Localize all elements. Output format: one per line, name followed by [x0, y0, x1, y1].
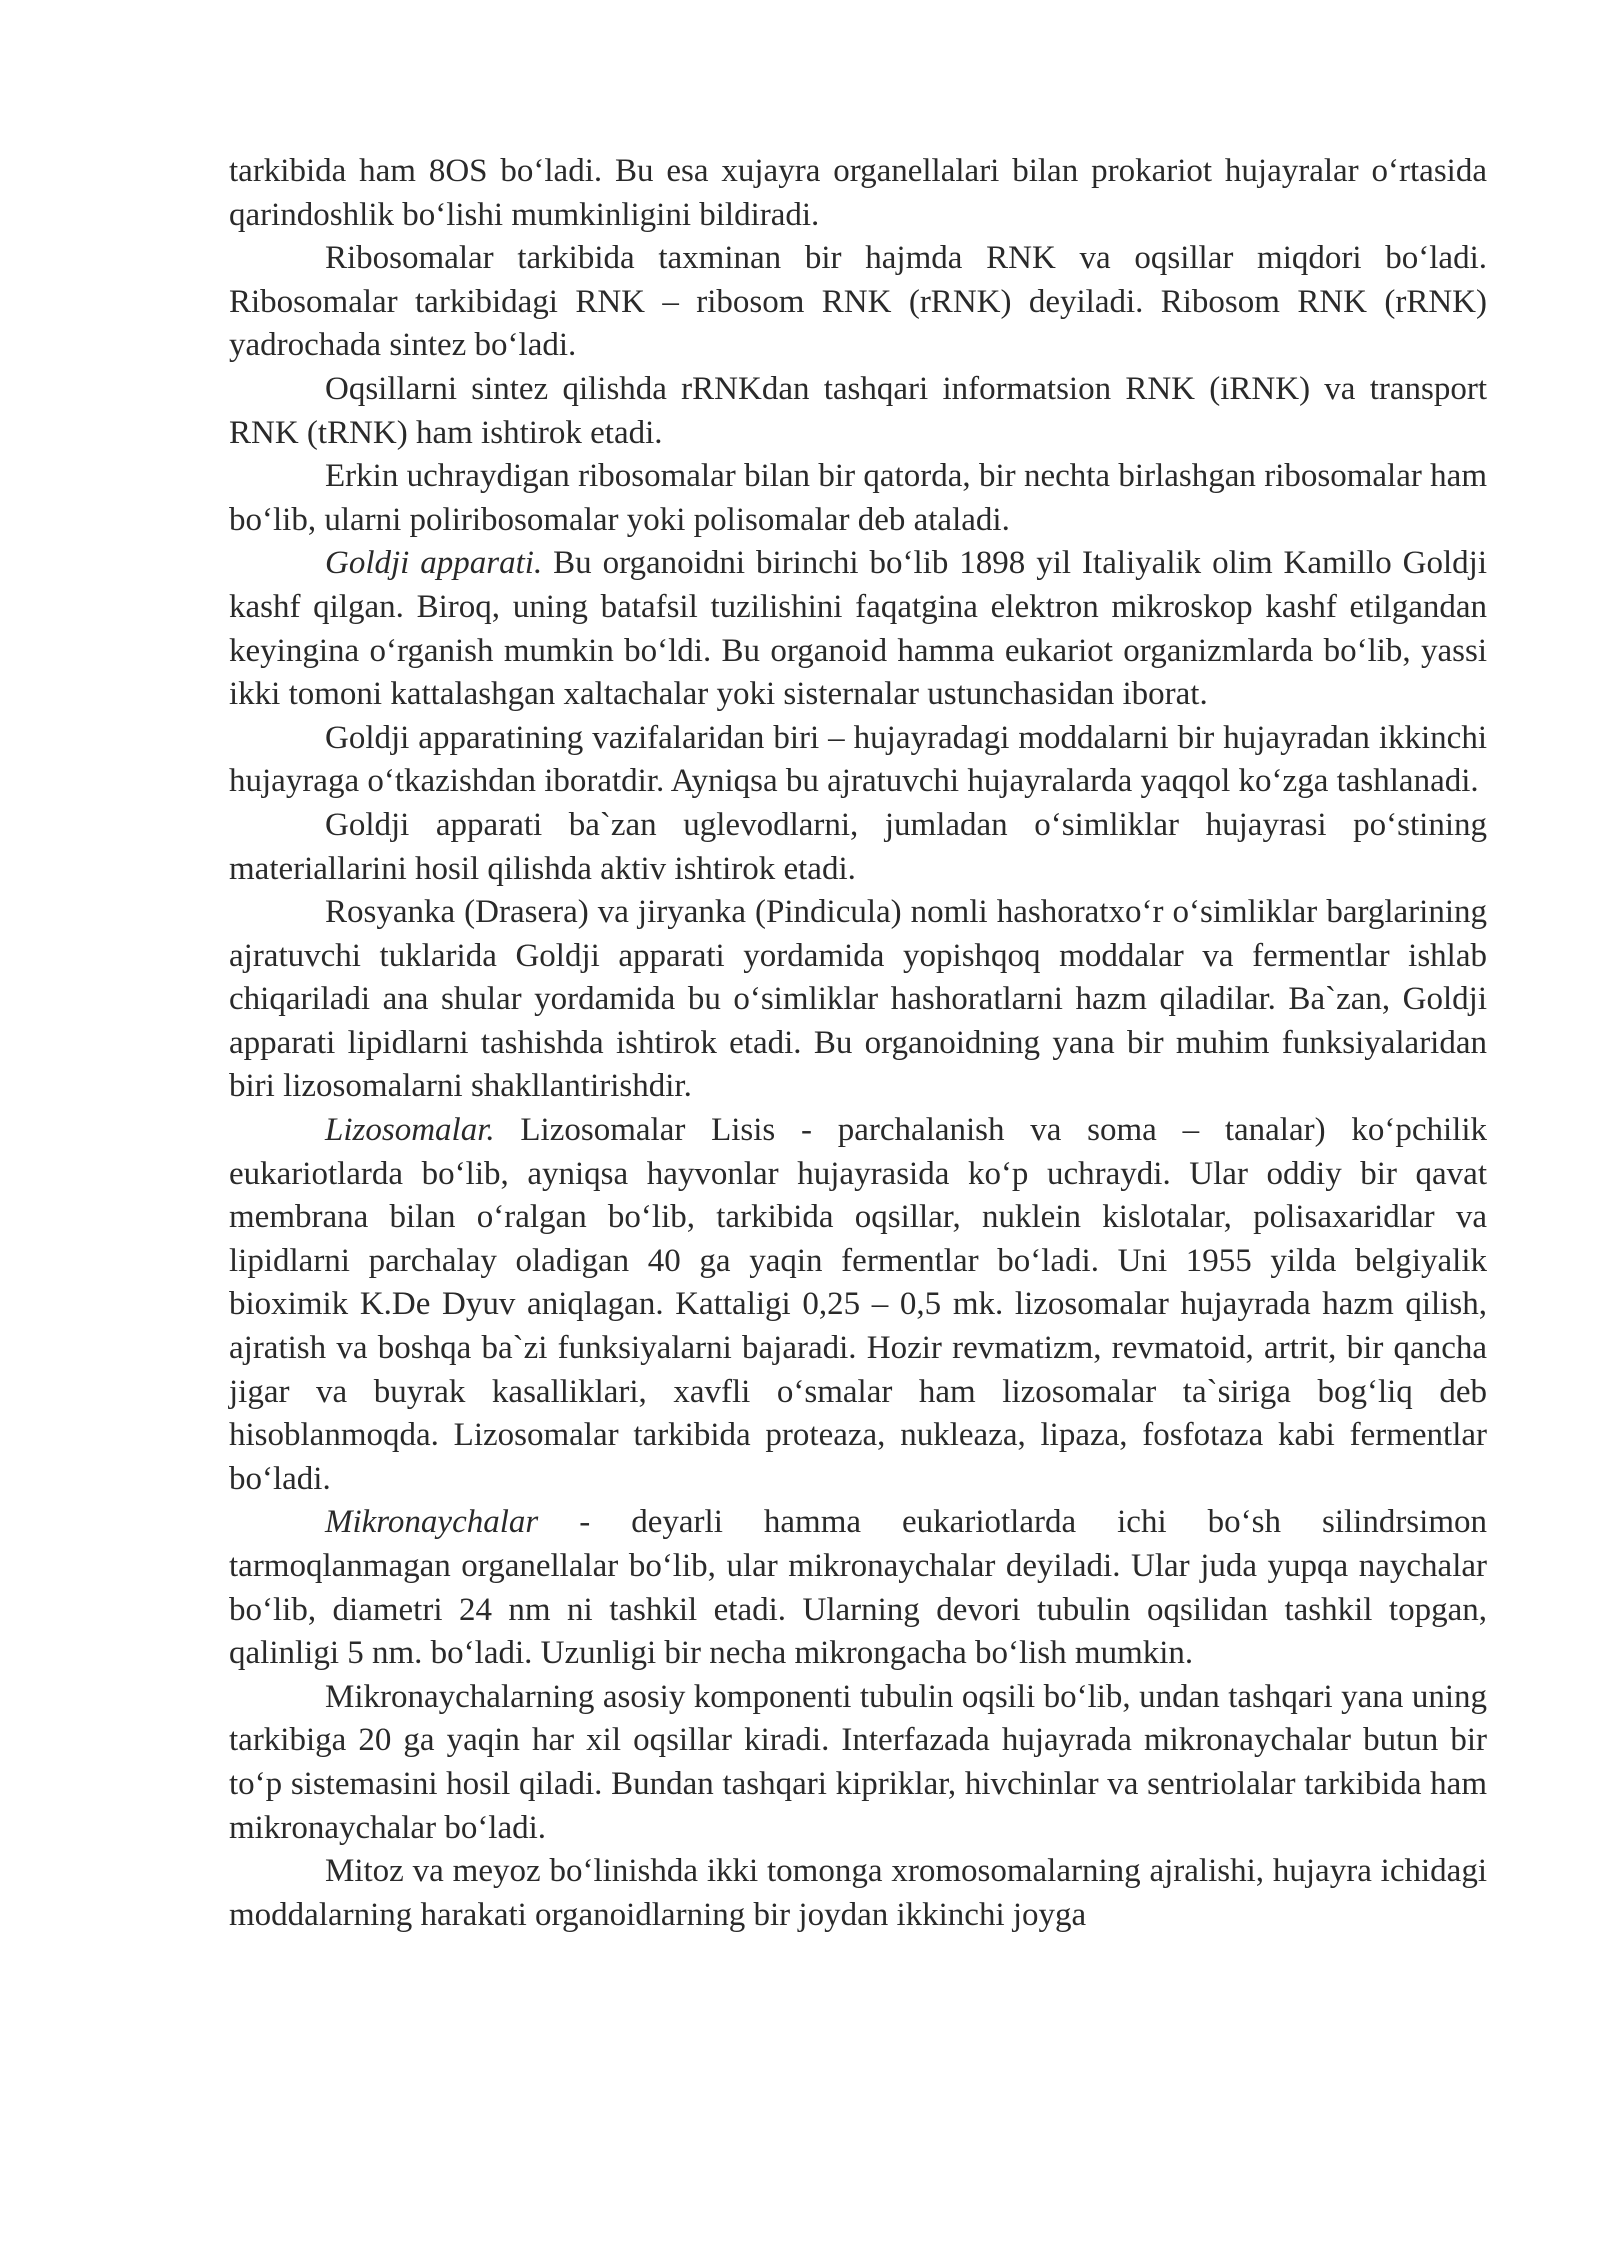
paragraph-lysosomes [229, 1109, 1487, 1501]
paragraph-ribosome-rna [229, 237, 1487, 368]
section-term-microtubules: Mikronaychalar [325, 1504, 539, 1541]
section-term-golgi: Goldji apparati. [325, 545, 543, 582]
paragraph-text: Erkin uchraydigan ribosomalar bilan bir qatorda, bir nechta birlashgan ribosomalar ham bo‘lib, ularni poliribosomalar yoki polisomalar deb ataladi. [229, 458, 1487, 538]
paragraph-golgi-apparatus [229, 542, 1487, 716]
paragraph-continued [229, 150, 1487, 237]
paragraph-text: Ribosomalar tarkibida taxminan bir hajmda RNK va oqsillar miqdori bo‘ladi. Ribosomalar tarkibidagi RNK – ribosom RNK (rRNK) deyiladi. Ribosom RNK (rRNK) yadrochada sintez bo‘ladi. [229, 240, 1487, 364]
paragraph-text: Goldji apparati ba`zan uglevodlarni, jumladan o‘simliklar hujayrasi po‘stining materiallarini hosil qilishda aktiv ishtirok etadi. [229, 806, 1487, 887]
paragraph-text: Oqsillarni sintez qilishda rRNKdan tashqari informatsion RNK (iRNK) va transport RNK (tRNK) ham ishtirok etadi. [229, 370, 1487, 451]
paragraph-golgi-carbohydrates [229, 804, 1487, 891]
paragraph-text: Lizosomalar Lisis - parchalanish va soma – tanalar) ko‘pchilik eukariotlarda bo‘lib, ayniqsa hayvonlar hujayrasida ko‘p uchraydi. Ular oddiy bir qavat membrana bilan o‘ralgan bo‘lib, tarkibida oqsillar, nuklein kislotalar, polisaxaridlar va lipidlarni parchalay oladigan 40 ga yaqin fermentlar bo‘ladi. Uni 1955 yilda belgiyalik bioximik K.De Dyuv aniqlagan. Kattaligi 0,25 – 0,5 mk. lizosomalar hujayrada hazm qilish, ajratish va boshqa ba`zi funksiyalarni bajaradi. Hozir revmatizm, revmatoid, artrit, bir qancha jigar va buyrak kasalliklari, xavfli o‘smalar ham lizosomalar ta`siriga bog‘liq deb hisoblanmoqda. Lizosomalar tarkibida proteaza, nukleaza, lipaza, fosfotaza kabi fermentlar bo‘ladi. [229, 1112, 1487, 1497]
paragraph-protein-synthesis [229, 368, 1487, 455]
paragraph-text: Bu organoidni birinchi bo‘lib 1898 yil Italiyalik olim Kamillo Goldji kashf qilgan. Biroq, uning batafsil tuzilishini faqatgina elektron mikroskop kashf etilgandan keyingina o‘rganish mumkin bo‘ldi. Bu organoid hamma eukariot organizmlarda bo‘lib, yassi ikki tomoni kattalashgan xaltachalar yoki sisternalar ustunchasidan iborat. [229, 545, 1487, 713]
paragraph-golgi-function [229, 717, 1487, 804]
paragraph-text: Rosyanka (Drasera) va jiryanka (Pindicula) nomli hashoratxo‘r o‘simliklar barglarining ajratuvchi tuklarida Goldji apparati yordamida yopishqoq moddalar va fermentlar ishlab chiqariladi ana shular yordamida bu o‘simliklar hashoratlarni hazm qiladilar. Ba`zan, Goldji apparati lipidlarni tashishda ishtirok etadi. Bu organoidning yana bir muhim funksiyalaridan biri lizosomalarni shakllantirishdir. [229, 894, 1487, 1105]
paragraph-text: Mitoz va meyoz bo‘linishda ikki tomonga xromosomalarning ajralishi, hujayra ichidagi moddalarning harakati organoidlarning bir joydan ikkinchi joyga [229, 1853, 1487, 1933]
paragraph-text: Mikronaychalarning asosiy komponenti tubulin oqsili bo‘lib, undan tashqari yana uning tarkibiga 20 ga yaqin har xil oqsillar kiradi. Interfazada hujayrada mikronaychalar butun bir to‘p sistemasini hosil qiladi. Bundan tashqari kipriklar, hivchinlar va sentriolalar tarkibida ham mikronaychalar bo‘ladi. [229, 1678, 1487, 1846]
paragraph-text: tarkibida ham 8OS bo‘ladi. Bu esa xujayra organellalari bilan prokariot hujayralar o‘rtasida qarindoshlik bo‘lishi mumkinligini bildiradi. [229, 153, 1487, 233]
paragraph-mitosis [229, 1850, 1487, 1937]
paragraph-text: - deyarli hamma eukariotlarda ichi bo‘sh silindrsimon tarmoqlanmagan organellalar bo‘lib, ular mikronaychalar deyiladi. Ular juda yupqa naychalar bo‘lib, diametri 24 nm ni tashkil etadi. Ularning devori tubulin oqsilidan tashkil topgan, qalinligi 5 nm. bo‘ladi. Uzunligi bir necha mikrongacha bo‘lish mumkin. [229, 1504, 1487, 1672]
paragraph-insectivorous-plants [229, 891, 1487, 1109]
paragraph-microtubules [229, 1501, 1487, 1675]
document-page [229, 150, 1487, 1937]
paragraph-text: Goldji apparatining vazifalaridan biri – hujayradagi moddalarni bir hujayradan ikkinchi hujayraga o‘tkazishdan iboratdir. Ayniqsa bu ajratuvchi hujayralarda yaqqol ko‘zga tashlanadi. [229, 719, 1487, 800]
paragraph-polysomes [229, 455, 1487, 542]
paragraph-tubulin [229, 1676, 1487, 1850]
section-term-lysosomes: Lizosomalar. [325, 1112, 495, 1149]
